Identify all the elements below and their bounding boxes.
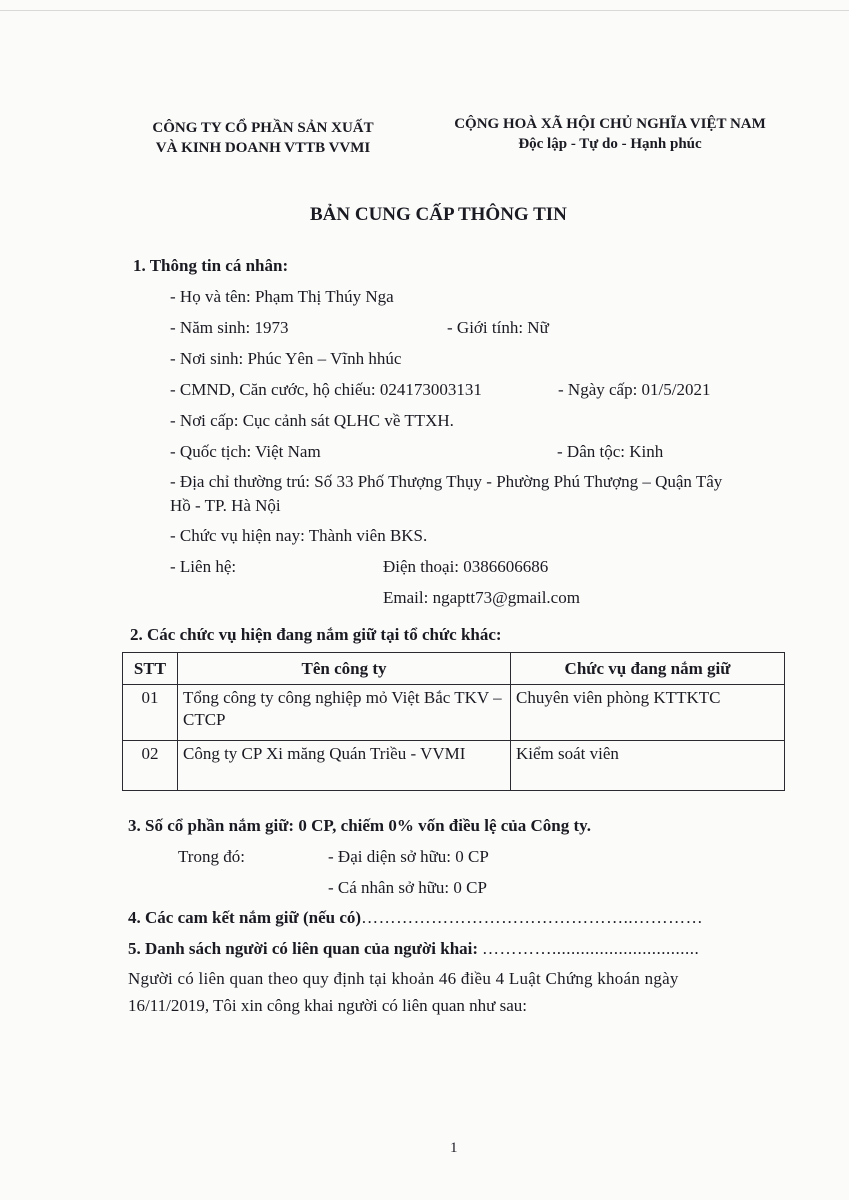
section5-paragraph-line2: 16/11/2019, Tôi xin công khai người có liên quan như sau: — [128, 996, 528, 1015]
nationality: - Quốc tịch: Việt Nam — [170, 442, 321, 461]
section4-dots: ………………………………………..………… — [361, 908, 704, 927]
address-line2: Hồ - TP. Hà Nội — [170, 496, 281, 515]
page-number: 1 — [450, 1140, 458, 1156]
holdings-label: Trong đó: — [178, 847, 245, 866]
birthplace: - Nơi sinh: Phúc Yên – Vĩnh hhúc — [170, 349, 402, 368]
role: Chuyên viên phòng KTTKTC — [511, 685, 785, 741]
table-header-row — [123, 653, 785, 685]
role: Kiểm soát viên — [511, 741, 785, 791]
section5-line — [128, 939, 699, 959]
column-header: Chức vụ đang nắm giữ — [511, 653, 785, 685]
ethnicity: - Dân tộc: Kinh — [557, 442, 664, 461]
company-name: Công ty CP Xi măng Quán Triều - VVMI — [178, 741, 511, 791]
table-row — [123, 741, 785, 791]
nation-motto: Độc lập - Tự do - Hạnh phúc — [518, 136, 702, 152]
email: Email: ngaptt73@gmail.com — [383, 588, 580, 607]
column-header: STT — [123, 653, 178, 685]
table-row — [123, 685, 785, 741]
represented-shares: - Đại diện sở hữu: 0 CP — [328, 847, 489, 866]
column-header: Tên công ty — [178, 653, 511, 685]
nation-header — [420, 114, 800, 154]
section1-heading: 1. Thông tin cá nhân: — [133, 256, 289, 275]
personal-shares: - Cá nhân sở hữu: 0 CP — [328, 878, 487, 897]
address-line1: - Địa chỉ thường trú: Số 33 Phố Thượng Thụy - Phường Phú Thượng – Quận Tây — [170, 472, 723, 491]
company-name-line2: VÀ KINH DOANH VTTB VVMI — [155, 140, 371, 156]
row-number: 01 — [123, 685, 178, 741]
nation-name: CỘNG HOÀ XÃ HỘI CHỦ NGHĨA VIỆT NAM — [454, 116, 766, 132]
section4-line — [128, 908, 703, 928]
current-position: - Chức vụ hiện nay: Thành viên BKS. — [170, 526, 428, 545]
section3-heading: 3. Số cổ phần nắm giữ: 0 CP, chiếm 0% vốn điều lệ của Công ty. — [128, 816, 591, 835]
company-header — [128, 118, 398, 158]
birth-year: - Năm sinh: 1973 — [170, 318, 289, 337]
issue-date: - Ngày cấp: 01/5/2021 — [558, 380, 711, 399]
document-title: BẢN CUNG CẤP THÔNG TIN — [310, 204, 567, 225]
section5-heading: 5. Danh sách người có liên quan của người khai: — [128, 939, 479, 958]
phone: Điện thoại: 0386606686 — [383, 557, 549, 576]
id-number: - CMND, Căn cước, hộ chiếu: 024173003131 — [170, 380, 482, 399]
contact-label: - Liên hệ: — [170, 557, 237, 576]
scan-edge-line — [0, 10, 849, 11]
gender: - Giới tính: Nữ — [447, 318, 549, 337]
company-name-line1: CÔNG TY CỔ PHẦN SẢN XUẤT — [152, 120, 374, 136]
section5-dots: …………............................... — [482, 939, 700, 958]
section4-heading: 4. Các cam kết nắm giữ (nếu có) — [128, 908, 362, 927]
full-name: - Họ và tên: Phạm Thị Thúy Nga — [170, 287, 394, 306]
positions-table — [122, 652, 785, 791]
row-number: 02 — [123, 741, 178, 791]
section2-heading: 2. Các chức vụ hiện đang nắm giữ tại tổ chức khác: — [130, 625, 502, 644]
company-name: Tổng công ty công nghiệp mỏ Việt Bắc TKV – CTCP — [178, 685, 511, 741]
section5-paragraph-line1: Người có liên quan theo quy định tại khoản 46 điều 4 Luật Chứng khoán ngày — [128, 969, 679, 988]
issue-place: - Nơi cấp: Cục cảnh sát QLHC về TTXH. — [170, 411, 454, 430]
